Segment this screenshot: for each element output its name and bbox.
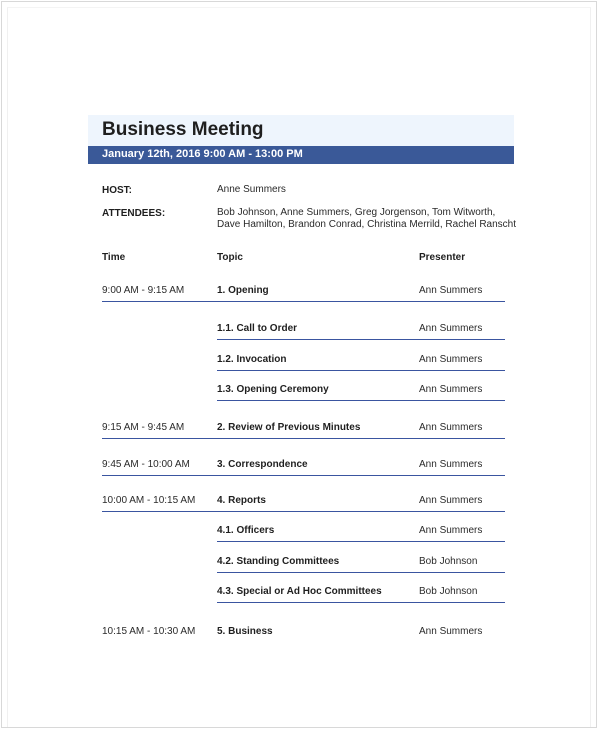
host-label: HOST: bbox=[102, 185, 132, 196]
agenda-row bbox=[0, 459, 600, 479]
agenda-row bbox=[0, 285, 600, 305]
agenda-presenter: Ann Summers bbox=[419, 525, 483, 536]
agenda-presenter: Bob Johnson bbox=[419, 556, 478, 567]
agenda-time: 9:00 AM - 9:15 AM bbox=[102, 285, 185, 296]
row-divider bbox=[217, 339, 505, 340]
column-header-time: Time bbox=[102, 252, 126, 263]
row-divider bbox=[217, 370, 505, 371]
agenda-topic: 1.2. Invocation bbox=[217, 354, 287, 365]
agenda-presenter: Bob Johnson bbox=[419, 586, 478, 597]
document-title: Business Meeting bbox=[102, 119, 264, 140]
column-header-presenter: Presenter bbox=[419, 252, 466, 263]
agenda-topic: 1.3. Opening Ceremony bbox=[217, 384, 329, 395]
agenda-presenter: Ann Summers bbox=[419, 626, 483, 637]
agenda-presenter: Ann Summers bbox=[419, 384, 483, 395]
date-bar bbox=[88, 146, 514, 164]
agenda-presenter: Ann Summers bbox=[419, 323, 483, 334]
agenda-topic: 1. Opening bbox=[217, 285, 269, 296]
row-divider bbox=[102, 438, 505, 439]
attendees-line-2: Dave Hamilton, Brandon Conrad, Christina Merrild, Rachel Ranscht bbox=[217, 219, 517, 230]
agenda-presenter: Ann Summers bbox=[419, 495, 483, 506]
agenda-presenter: Ann Summers bbox=[419, 422, 483, 433]
row-divider bbox=[102, 475, 505, 476]
agenda-topic: 2. Review of Previous Minutes bbox=[217, 422, 361, 433]
attendees-label: ATTENDEES: bbox=[102, 208, 166, 219]
agenda-topic: 4.2. Standing Committees bbox=[217, 556, 340, 567]
agenda-topic: 4. Reports bbox=[217, 495, 266, 506]
column-header-topic: Topic bbox=[217, 252, 243, 263]
agenda-time: 10:00 AM - 10:15 AM bbox=[102, 495, 196, 506]
agenda-time: 10:15 AM - 10:30 AM bbox=[102, 626, 196, 637]
agenda-presenter: Ann Summers bbox=[419, 354, 483, 365]
agenda-topic: 4.3. Special or Ad Hoc Committees bbox=[217, 586, 382, 597]
agenda-time: 9:45 AM - 10:00 AM bbox=[102, 459, 190, 470]
host-value: Anne Summers bbox=[217, 184, 286, 195]
agenda-row bbox=[0, 384, 600, 404]
agenda-topic: 5. Business bbox=[217, 626, 273, 637]
row-divider bbox=[217, 602, 505, 603]
agenda-row bbox=[0, 556, 600, 576]
agenda-row bbox=[0, 354, 600, 374]
agenda-row bbox=[0, 626, 600, 646]
attendees-line-1: Bob Johnson, Anne Summers, Greg Jorgenson, Tom Witworth, bbox=[217, 207, 496, 218]
agenda-topic: 4.1. Officers bbox=[217, 525, 275, 536]
agenda-presenter: Ann Summers bbox=[419, 285, 483, 296]
title-band bbox=[88, 115, 514, 146]
agenda-topic: 3. Correspondence bbox=[217, 459, 308, 470]
agenda-row bbox=[0, 586, 600, 606]
row-divider bbox=[217, 572, 505, 573]
row-divider bbox=[217, 400, 505, 401]
agenda-topic: 1.1. Call to Order bbox=[217, 323, 298, 334]
attendees-value bbox=[217, 207, 516, 231]
agenda-row bbox=[0, 422, 600, 442]
row-divider bbox=[217, 541, 505, 542]
meeting-date-time: January 12th, 2016 9:00 AM - 13:00 PM bbox=[102, 148, 303, 160]
agenda-row bbox=[0, 495, 600, 515]
agenda-row bbox=[0, 525, 600, 545]
agenda-presenter: Ann Summers bbox=[419, 459, 483, 470]
row-divider bbox=[102, 301, 505, 302]
agenda-time: 9:15 AM - 9:45 AM bbox=[102, 422, 185, 433]
agenda-row bbox=[0, 323, 600, 343]
row-divider bbox=[102, 511, 505, 512]
